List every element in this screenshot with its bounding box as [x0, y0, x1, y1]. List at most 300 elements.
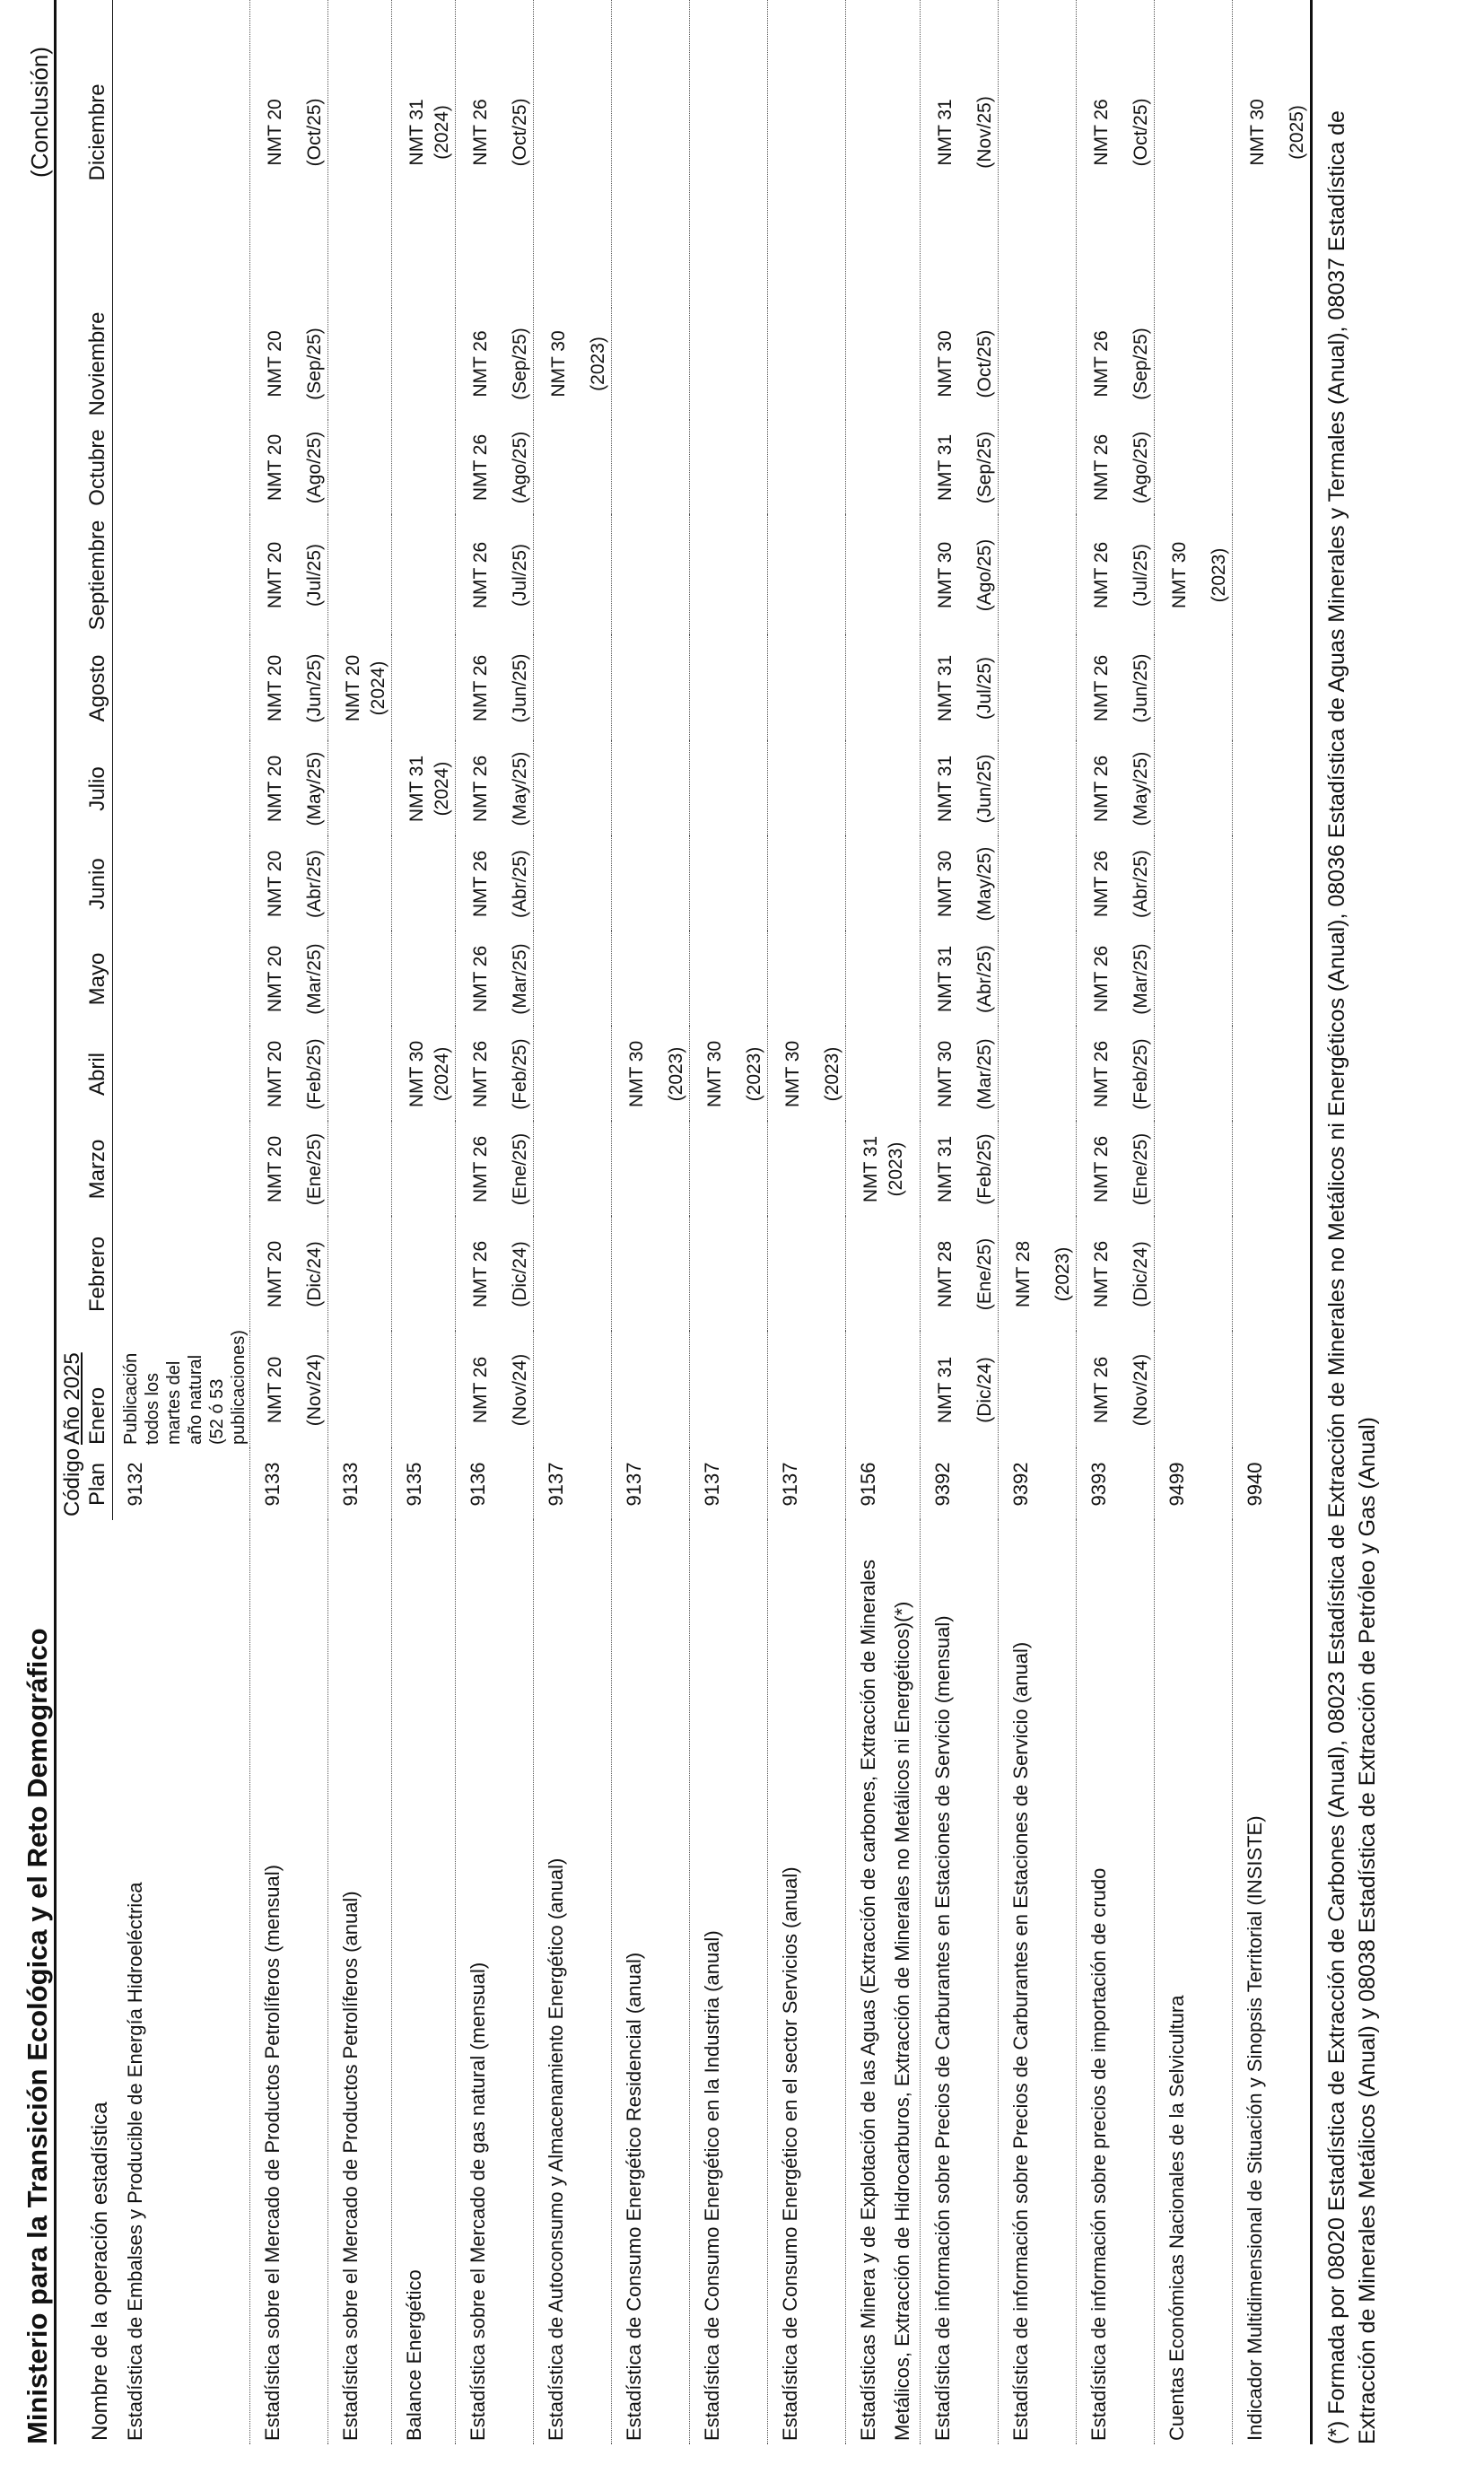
- release-cell: [456, 1027, 534, 1122]
- reference-period: (Feb/25): [974, 1133, 995, 1205]
- month-header: Octubre: [85, 420, 113, 515]
- table-row: [328, 0, 392, 2444]
- month-header: Mayo: [85, 931, 113, 1027]
- col-name-header: Nombre de la operación estadística: [87, 2102, 112, 2441]
- empty-cell: [846, 1217, 921, 1332]
- reference-period: (Oct/25): [510, 98, 530, 167]
- empty-cell: [113, 1122, 250, 1217]
- empty-cell: [846, 1332, 921, 1448]
- empty-cell: [1233, 420, 1312, 515]
- empty-cell: [1233, 836, 1312, 931]
- empty-cell: [768, 1332, 846, 1448]
- empty-cell: [768, 1217, 846, 1332]
- empty-cell: [690, 308, 768, 420]
- reference-period: (Ene/25): [1130, 1132, 1151, 1206]
- operation-name: Estadística sobre el Mercado de Productos Petrolíferos (mensual): [261, 1865, 284, 2441]
- release-date: NMT 20: [265, 1240, 285, 1308]
- release-date: NMT 20: [265, 99, 285, 166]
- release-date: NMT 26: [470, 1040, 491, 1108]
- empty-cell: [846, 1027, 921, 1122]
- release-cell: [1077, 420, 1155, 515]
- reference-period: (Ago/25): [510, 431, 530, 504]
- table-row: [1233, 0, 1312, 2444]
- empty-cell: [768, 931, 846, 1027]
- release-date: NMT 30: [935, 850, 956, 918]
- empty-cell: [1233, 515, 1312, 635]
- empty-cell: [113, 931, 250, 1027]
- release-date: NMT 31: [935, 945, 956, 1013]
- release-cell: [456, 741, 534, 836]
- empty-cell: [328, 308, 392, 420]
- empty-cell: [392, 308, 456, 420]
- empty-cell: [999, 1332, 1077, 1448]
- empty-cell: [612, 741, 690, 836]
- reference-period: (2023): [744, 1046, 764, 1102]
- empty-cell: [768, 741, 846, 836]
- empty-cell: [534, 1332, 612, 1448]
- col-code-header: Código: [60, 1447, 84, 1516]
- reference-period: (Abr/25): [510, 850, 530, 918]
- release-cell: [456, 836, 534, 931]
- reference-period: (Ene/25): [510, 1132, 530, 1206]
- table-row: [768, 0, 846, 2444]
- reference-period: (2025): [1287, 105, 1307, 160]
- reference-period: (Feb/25): [304, 1038, 325, 1110]
- reference-period: (2023): [822, 1046, 842, 1102]
- empty-cell: [690, 1122, 768, 1217]
- empty-cell: [534, 635, 612, 741]
- reference-period: (Sep/25): [1130, 328, 1151, 400]
- plan-code: 9136: [467, 1462, 489, 1507]
- reference-period: (Nov/25): [974, 96, 995, 169]
- release-cell: [921, 420, 999, 515]
- release-cell: [921, 635, 999, 741]
- year-header: Año 2025: [60, 1352, 84, 1445]
- plan-code: 9156: [857, 1462, 879, 1507]
- reference-period: (Jul/25): [1130, 543, 1151, 607]
- release-cell: [250, 1217, 328, 1332]
- release-cell: [250, 931, 328, 1027]
- publication-note: Publicación todos los martes del año natural (52 ó 53 publicaciones): [121, 1330, 249, 1445]
- release-date: NMT 26: [1091, 1356, 1112, 1424]
- reference-period: (May/25): [1130, 751, 1151, 826]
- empty-cell: [1233, 1332, 1312, 1448]
- operation-name: Estadística de Consumo Energético Residencial (anual): [623, 1952, 645, 2441]
- empty-cell: [1155, 836, 1233, 931]
- release-cell: [250, 420, 328, 515]
- reference-period: (Sep/25): [304, 328, 325, 400]
- release-cell: [456, 420, 534, 515]
- empty-cell: [1155, 1122, 1233, 1217]
- release-date: NMT 26: [1091, 541, 1112, 609]
- release-date: NMT 20: [343, 654, 363, 722]
- empty-cell: [1233, 1122, 1312, 1217]
- release-date: NMT 30: [1169, 541, 1190, 609]
- reference-period: (Mar/25): [1130, 943, 1151, 1015]
- release-cell: [250, 515, 328, 635]
- release-cell: [456, 1217, 534, 1332]
- table-row: [612, 0, 690, 2444]
- release-cell: [456, 1122, 534, 1217]
- release-cell: [921, 836, 999, 931]
- empty-cell: [690, 515, 768, 635]
- empty-cell: [113, 1217, 250, 1332]
- release-cell: [768, 1027, 846, 1122]
- release-cell: [250, 1027, 328, 1122]
- release-date: NMT 31: [406, 755, 427, 823]
- reference-period: (2023): [1052, 1246, 1073, 1302]
- release-cell: [921, 1122, 999, 1217]
- reference-period: (Ene/25): [974, 1237, 995, 1311]
- reference-period: (Dic/24): [1130, 1241, 1151, 1307]
- plan-code: 9133: [339, 1462, 362, 1507]
- table-row: [846, 0, 921, 2444]
- table-row: [392, 0, 456, 2444]
- page-title: Ministerio para la Transición Ecológica y el Reto Demográfico: [22, 1628, 53, 2444]
- empty-cell: [612, 1122, 690, 1217]
- operation-name: Estadística de Embalses y Producible de Energía Hidroeléctrica: [123, 1882, 146, 2441]
- release-cell: [392, 1027, 456, 1122]
- reference-period: (May/25): [974, 846, 995, 922]
- empty-cell: [534, 420, 612, 515]
- reference-period: (Dic/24): [304, 1241, 325, 1307]
- empty-cell: [612, 308, 690, 420]
- reference-period: (Mar/25): [510, 943, 530, 1015]
- release-cell: [921, 308, 999, 420]
- release-date: NMT 26: [470, 99, 491, 166]
- empty-cell: [392, 635, 456, 741]
- empty-cell: [612, 0, 690, 308]
- month-header: Noviembre: [85, 308, 113, 420]
- operation-name: Balance Energético: [403, 2269, 425, 2441]
- empty-cell: [1155, 420, 1233, 515]
- month-header: Agosto: [85, 635, 113, 741]
- release-date: NMT 30: [704, 1040, 725, 1108]
- operation-name: Estadística de información sobre Precios de Carburantes en Estaciones de Servicio (mensual): [931, 1615, 954, 2441]
- table-row: [456, 0, 534, 2444]
- plan-code: 9137: [545, 1462, 567, 1507]
- reference-period: (Jul/25): [974, 656, 995, 721]
- release-date: NMT 26: [1091, 99, 1112, 166]
- table-row: [1155, 0, 1233, 2444]
- reference-period: (Feb/25): [1130, 1038, 1151, 1110]
- empty-cell: [1155, 635, 1233, 741]
- release-cell: [1077, 1027, 1155, 1122]
- reference-period: (Dic/24): [974, 1357, 995, 1423]
- release-cell: [1233, 0, 1312, 308]
- conclusion-label: (Conclusión): [26, 47, 53, 178]
- release-date: NMT 26: [470, 541, 491, 609]
- plan-code: 9132: [124, 1462, 146, 1507]
- empty-cell: [999, 1122, 1077, 1217]
- month-header: Julio: [85, 741, 113, 836]
- release-cell: [1077, 308, 1155, 420]
- release-date: NMT 30: [935, 541, 956, 609]
- empty-cell: [534, 1217, 612, 1332]
- reference-period: (Nov/24): [304, 1353, 325, 1427]
- release-date: NMT 20: [265, 433, 285, 502]
- release-cell: [328, 635, 392, 741]
- empty-cell: [768, 515, 846, 635]
- release-cell: [1077, 635, 1155, 741]
- reference-period: (Abr/25): [304, 850, 325, 918]
- empty-cell: [1155, 931, 1233, 1027]
- release-date: NMT 20: [265, 850, 285, 918]
- reference-period: (2023): [666, 1046, 686, 1102]
- empty-cell: [113, 515, 250, 635]
- empty-cell: [612, 515, 690, 635]
- release-cell: [456, 635, 534, 741]
- release-cell: [456, 515, 534, 635]
- empty-cell: [113, 308, 250, 420]
- release-cell: [250, 308, 328, 420]
- reference-period: (Mar/25): [974, 1038, 995, 1110]
- empty-cell: [846, 420, 921, 515]
- release-date: NMT 20: [265, 1040, 285, 1108]
- empty-cell: [328, 741, 392, 836]
- release-cell: [456, 931, 534, 1027]
- title-row: [13, 47, 54, 2444]
- operation-name: Estadística de Consumo Energético en la Industria (anual): [701, 1930, 723, 2441]
- empty-cell: [768, 1122, 846, 1217]
- release-date: NMT 26: [1091, 433, 1112, 502]
- release-cell: [921, 1217, 999, 1332]
- empty-cell: [328, 0, 392, 308]
- empty-cell: [999, 931, 1077, 1027]
- empty-cell: [328, 515, 392, 635]
- release-date: NMT 20: [265, 1135, 285, 1203]
- reference-period: (May/25): [510, 751, 530, 826]
- empty-cell: [999, 0, 1077, 308]
- release-date: NMT 26: [1091, 1040, 1112, 1108]
- release-cell: [690, 1027, 768, 1122]
- release-cell: [1077, 931, 1155, 1027]
- plan-code: 9940: [1244, 1462, 1266, 1507]
- release-cell: [921, 931, 999, 1027]
- release-date: NMT 30: [626, 1040, 647, 1108]
- release-cell: [921, 741, 999, 836]
- release-date: NMT 26: [470, 433, 491, 502]
- empty-cell: [999, 308, 1077, 420]
- empty-cell: [999, 515, 1077, 635]
- plan-code: 9392: [1009, 1462, 1032, 1507]
- empty-cell: [690, 420, 768, 515]
- empty-cell: [1233, 741, 1312, 836]
- empty-cell: [846, 741, 921, 836]
- empty-cell: [534, 0, 612, 308]
- release-cell: [392, 741, 456, 836]
- empty-cell: [690, 741, 768, 836]
- month-header: Marzo: [85, 1122, 113, 1217]
- release-date: NMT 31: [935, 1356, 956, 1424]
- empty-cell: [846, 635, 921, 741]
- reference-period: (Abr/25): [974, 945, 995, 1013]
- release-cell: [250, 836, 328, 931]
- empty-cell: [690, 836, 768, 931]
- table-row: [999, 0, 1077, 2444]
- table-row: [250, 0, 328, 2444]
- release-date: NMT 31: [406, 99, 427, 166]
- table-row: [690, 0, 768, 2444]
- reference-period: (Sep/25): [974, 431, 995, 504]
- reference-period: (Nov/24): [1130, 1353, 1151, 1427]
- reference-period: (Jun/25): [974, 754, 995, 824]
- operation-name: Estadística sobre el Mercado de gas natural (mensual): [467, 1962, 489, 2441]
- operation-name: Indicador Multidimensional de Situación y Sinopsis Territorial (INSISTE): [1244, 1815, 1266, 2441]
- release-date: NMT 31: [935, 1135, 956, 1203]
- reference-period: (Jun/25): [304, 653, 325, 723]
- month-header: Abril: [85, 1027, 113, 1122]
- reference-period: (2023): [588, 337, 608, 391]
- reference-period: (Ago/25): [304, 431, 325, 504]
- release-cell: [456, 308, 534, 420]
- release-cell: [1077, 1217, 1155, 1332]
- release-cell: [999, 1217, 1077, 1332]
- col-plan-header: Plan: [85, 1448, 113, 1520]
- reference-period: (May/25): [304, 751, 325, 826]
- footnote: (*) Formada por 08020 Estadística de Extracción de Carbones (Anual), 08023 Estadística de Extracción de Minerales no Metálicos ni Energéticos (Anual), 08036 Estadística de Aguas Minerales y Termales (Anual), 08037 Estadística de Extracción de Minerales Metálicos (Anual) y 08038 Estadística de Extracción de Petróleo y Gas (Anual): [1324, 110, 1380, 2444]
- empty-cell: [113, 741, 250, 836]
- empty-cell: [846, 0, 921, 308]
- reference-period: (Nov/24): [510, 1353, 530, 1427]
- release-cell: [1077, 1122, 1155, 1217]
- release-cell: [250, 1122, 328, 1217]
- release-date: NMT 20: [265, 755, 285, 823]
- empty-cell: [690, 1217, 768, 1332]
- release-date: NMT 30: [1247, 99, 1268, 166]
- reference-period: (2023): [886, 1141, 906, 1197]
- empty-cell: [534, 741, 612, 836]
- release-cell: [846, 1122, 921, 1217]
- empty-cell: [999, 1027, 1077, 1122]
- release-date: NMT 30: [935, 1040, 956, 1108]
- operation-name: Cuentas Económicas Nacionales de la Selvicultura: [1165, 1995, 1188, 2441]
- reference-period: (Abr/25): [1130, 850, 1151, 918]
- release-cell: [250, 741, 328, 836]
- empty-cell: [534, 1122, 612, 1217]
- reference-period: (Jun/25): [510, 653, 530, 723]
- operation-name: Estadística de información sobre precios de importación de crudo: [1087, 1867, 1110, 2441]
- release-date: NMT 26: [470, 1135, 491, 1203]
- operation-name: Estadística de Autoconsumo y Almacenamiento Energético (anual): [545, 1857, 567, 2441]
- release-cell: [250, 0, 328, 308]
- operation-name: Estadística de Consumo Energético en el sector Servicios (anual): [779, 1866, 801, 2441]
- empty-cell: [113, 0, 250, 308]
- reference-period: (2024): [432, 761, 452, 817]
- empty-cell: [392, 1217, 456, 1332]
- release-cell: [921, 515, 999, 635]
- empty-cell: [392, 1122, 456, 1217]
- reference-period: (2024): [432, 1046, 452, 1102]
- release-cell: [534, 308, 612, 420]
- release-date: NMT 20: [265, 541, 285, 609]
- release-date: NMT 31: [935, 99, 956, 166]
- plan-code: 9392: [931, 1462, 954, 1507]
- reference-period: (2023): [1209, 547, 1229, 603]
- release-date: NMT 30: [548, 330, 569, 398]
- release-date: NMT 28: [935, 1240, 956, 1308]
- empty-cell: [1233, 931, 1312, 1027]
- empty-cell: [392, 836, 456, 931]
- release-date: NMT 31: [935, 654, 956, 722]
- table-row: [534, 0, 612, 2444]
- empty-cell: [1155, 308, 1233, 420]
- empty-cell: [690, 1332, 768, 1448]
- empty-cell: [392, 931, 456, 1027]
- empty-cell: [612, 836, 690, 931]
- empty-cell: [113, 1027, 250, 1122]
- empty-cell: [846, 308, 921, 420]
- plan-code: 9137: [623, 1462, 645, 1507]
- reference-period: (Oct/25): [974, 329, 995, 398]
- release-date: NMT 20: [265, 945, 285, 1013]
- empty-cell: [999, 420, 1077, 515]
- release-date: NMT 26: [470, 1356, 491, 1424]
- reference-period: (Ago/25): [1130, 431, 1151, 504]
- empty-cell: [999, 741, 1077, 836]
- plan-code: 9499: [1165, 1462, 1188, 1507]
- empty-cell: [768, 0, 846, 308]
- reference-period: (Ene/25): [304, 1132, 325, 1206]
- empty-cell: [534, 931, 612, 1027]
- release-date: NMT 20: [265, 1356, 285, 1424]
- release-cell: [921, 1332, 999, 1448]
- empty-cell: [690, 931, 768, 1027]
- plan-code: 9137: [701, 1462, 723, 1507]
- empty-cell: [690, 0, 768, 308]
- release-date: NMT 26: [1091, 755, 1112, 823]
- release-cell: [456, 0, 534, 308]
- empty-cell: [113, 635, 250, 741]
- plan-code: 9137: [779, 1462, 801, 1507]
- empty-cell: [534, 515, 612, 635]
- release-cell: [250, 1332, 328, 1448]
- reference-period: (Jul/25): [304, 543, 325, 607]
- release-date: NMT 30: [406, 1040, 427, 1108]
- table-row: [1077, 0, 1155, 2444]
- table-row: [921, 0, 999, 2444]
- empty-cell: [534, 836, 612, 931]
- empty-cell: [768, 836, 846, 931]
- release-date: NMT 26: [470, 330, 491, 398]
- empty-cell: [392, 1332, 456, 1448]
- reference-period: (2024): [432, 105, 452, 160]
- plan-code: 9133: [261, 1462, 284, 1507]
- month-header: Septiembre: [85, 515, 113, 635]
- plan-code: 9393: [1087, 1462, 1110, 1507]
- empty-cell: [328, 931, 392, 1027]
- month-header: Diciembre: [85, 0, 113, 308]
- empty-cell: [1233, 308, 1312, 420]
- empty-cell: [1155, 1027, 1233, 1122]
- empty-cell: [846, 515, 921, 635]
- empty-cell: [846, 931, 921, 1027]
- table-row: [113, 0, 250, 2444]
- empty-cell: [328, 1332, 392, 1448]
- month-header: Febrero: [85, 1217, 113, 1332]
- release-date: NMT 31: [935, 755, 956, 823]
- empty-cell: [768, 308, 846, 420]
- release-cell: [1077, 515, 1155, 635]
- empty-cell: [328, 1027, 392, 1122]
- empty-cell: [534, 1027, 612, 1122]
- empty-cell: [612, 1217, 690, 1332]
- release-date: NMT 30: [935, 330, 956, 398]
- empty-cell: [328, 1122, 392, 1217]
- statistics-calendar-table: [54, 0, 1313, 2444]
- reference-period: (2024): [368, 660, 388, 716]
- release-date: NMT 28: [1013, 1240, 1034, 1308]
